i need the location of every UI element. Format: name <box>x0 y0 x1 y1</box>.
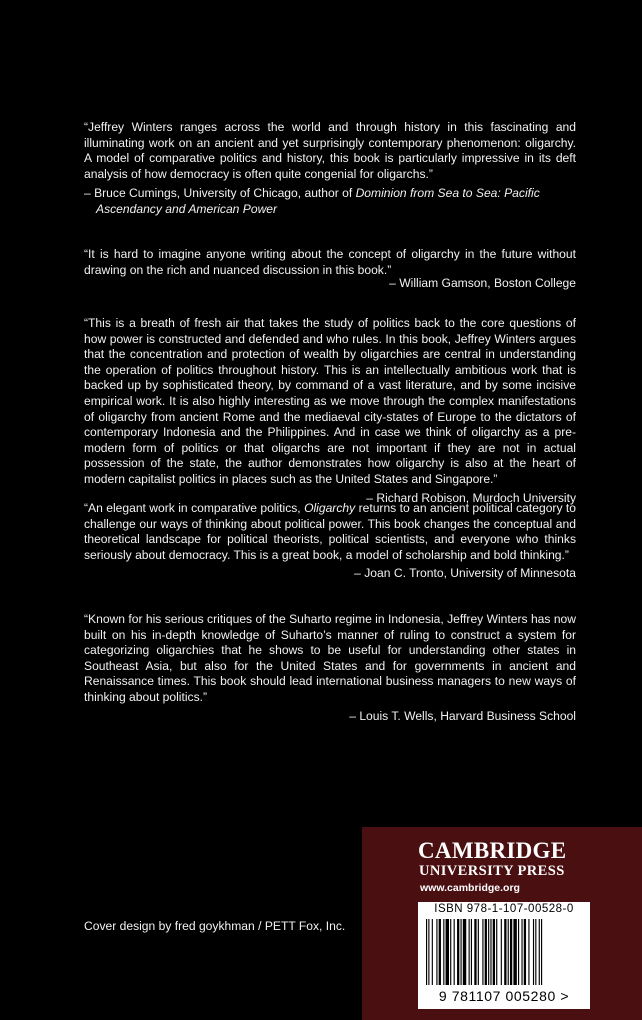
quote-text <box>84 501 576 563</box>
barcode-icon <box>424 919 584 989</box>
barcode-digits: 9 781107 005280 > <box>438 988 570 1004</box>
quote-text-part: “An elegant work in comparative politics, <box>84 501 305 515</box>
book-title: Oligarchy <box>304 501 356 515</box>
quote-block-wells <box>84 612 576 724</box>
publisher-name: CAMBRIDGE <box>418 838 567 863</box>
isbn-label: ISBN 978-1-107-00528-0 <box>434 903 574 915</box>
barcode-bar <box>482 919 483 985</box>
barcode-panel <box>418 902 590 1009</box>
barcode-bar <box>535 919 536 985</box>
barcode-bar <box>510 919 512 985</box>
barcode-bar <box>518 919 519 985</box>
barcode-bar <box>485 919 487 985</box>
attribution-book-title: Dominion from Sea to Sea: Pacific Ascendancy and American Power <box>96 186 540 216</box>
barcode-bar <box>450 919 451 985</box>
barcode-bar <box>524 919 526 985</box>
quote-attribution: – Louis T. Wells, Harvard Business School <box>349 708 576 723</box>
barcode-bar <box>478 919 479 985</box>
barcode-bar <box>443 919 444 985</box>
barcode-bar <box>488 919 489 985</box>
cover-design-credit: Cover design by fred goykhman / PETT Fox, Inc. <box>84 919 346 933</box>
barcode-bar <box>428 919 429 985</box>
quote-text-part: returns to an ancient political category to challenge our ways of thinking about political power. This book changes the conceptual and theoretical landscape for political theorists, political scientists, and everyone who thinks seriously about democracy. This is a great book, a model of scholarship and bold thinking.” <box>84 501 576 562</box>
publisher-block <box>362 827 642 1020</box>
quote-block-tronto <box>84 501 576 582</box>
barcode-bar <box>508 919 509 985</box>
barcode-bar <box>533 919 534 985</box>
barcode-bar <box>446 919 449 985</box>
barcode-bar <box>501 919 502 985</box>
quote-block-robison <box>84 316 576 506</box>
barcode-bar <box>432 919 433 985</box>
barcode-bar <box>490 919 491 985</box>
quote-attribution: – William Gamson, Boston College <box>389 276 576 291</box>
quote-attribution: – Joan C. Tronto, University of Minnesota <box>354 566 576 581</box>
quote-block-gamson <box>84 247 576 292</box>
barcode-bar <box>474 919 476 985</box>
barcode-bar <box>471 919 472 985</box>
quote-text: “It is hard to imagine anyone writing about the concept of oligarchy in the future without drawing on the rich and nuanced discussion in this book.” <box>84 247 576 277</box>
barcode-bar <box>539 919 540 985</box>
quote-text: “This is a breath of fresh air that takes the study of politics back to the core questions of how power is constructed and defended and who rules. In this book, Jeffrey Winters argues that the concentration and protection of wealth by oligarchies are central in understanding the operation of politics throughout history. This is an intellectually ambitious work that is backed up by sophisticated theory, by command of a vast literature, and by some incisive empirical work. It is also highly interesting as we move through the complex manifestations of oligarchy from ancient Rome and the mediaeval city-states of Europe to the dictators of contemporary Indonesia and the Philippines. And in case we think of oligarchy as a pre-modern form of politics or that oligarchs are not important if they are not in actual possession of the state, the author demonstrates how oligarchy is also at the heart of modern capitalist politics in places such as the United States and Singapore.” <box>84 316 576 486</box>
barcode-bar <box>504 919 506 985</box>
barcode-bar <box>513 919 516 985</box>
publisher-subtitle: UNIVERSITY PRESS <box>419 863 565 879</box>
barcode-bar <box>461 919 462 985</box>
quote-attribution <box>84 186 576 217</box>
barcode-bar <box>436 919 437 985</box>
quote-block-cumings <box>84 120 576 218</box>
barcode-bar <box>426 919 427 985</box>
quote-attribution: – Richard Robison, Murdoch University <box>366 490 576 505</box>
barcode-bar <box>454 919 455 985</box>
quote-text: “Jeffrey Winters ranges across the world and through history in this fascinating and illuminating work on an ancient and yet surprisingly contemporary phenomenon: oligarchy. A model of comparative politics and history, this book is particularly impressive in its deft analysis of how democracy is often quite congenial for oligarchs.” <box>84 120 576 181</box>
barcode-bar <box>457 919 459 985</box>
barcode-bar <box>469 919 470 985</box>
barcode-bar <box>521 919 522 985</box>
quote-text: “Known for his serious critiques of the Suharto regime in Indonesia, Jeffrey Winters has now built on his in-depth knowledge of Suharto’s manner of ruling to construct a system for categorizing oligarchies that he shows to be useful for understanding other states in Southeast Asia, but also for the United States and for governments in ancient and Renaissance times. This book should lead international business managers to new ways of thinking about politics.” <box>84 612 576 704</box>
barcode-bar <box>496 919 497 985</box>
barcode-bar <box>541 919 542 985</box>
attribution-text: – Bruce Cumings, University of Chicago, author of <box>84 186 356 201</box>
publisher-url: www.cambridge.org <box>420 882 520 894</box>
barcode-bar <box>528 919 529 985</box>
barcode-bar <box>463 919 466 985</box>
barcode-bar <box>493 919 495 985</box>
barcode-bar <box>439 919 441 985</box>
